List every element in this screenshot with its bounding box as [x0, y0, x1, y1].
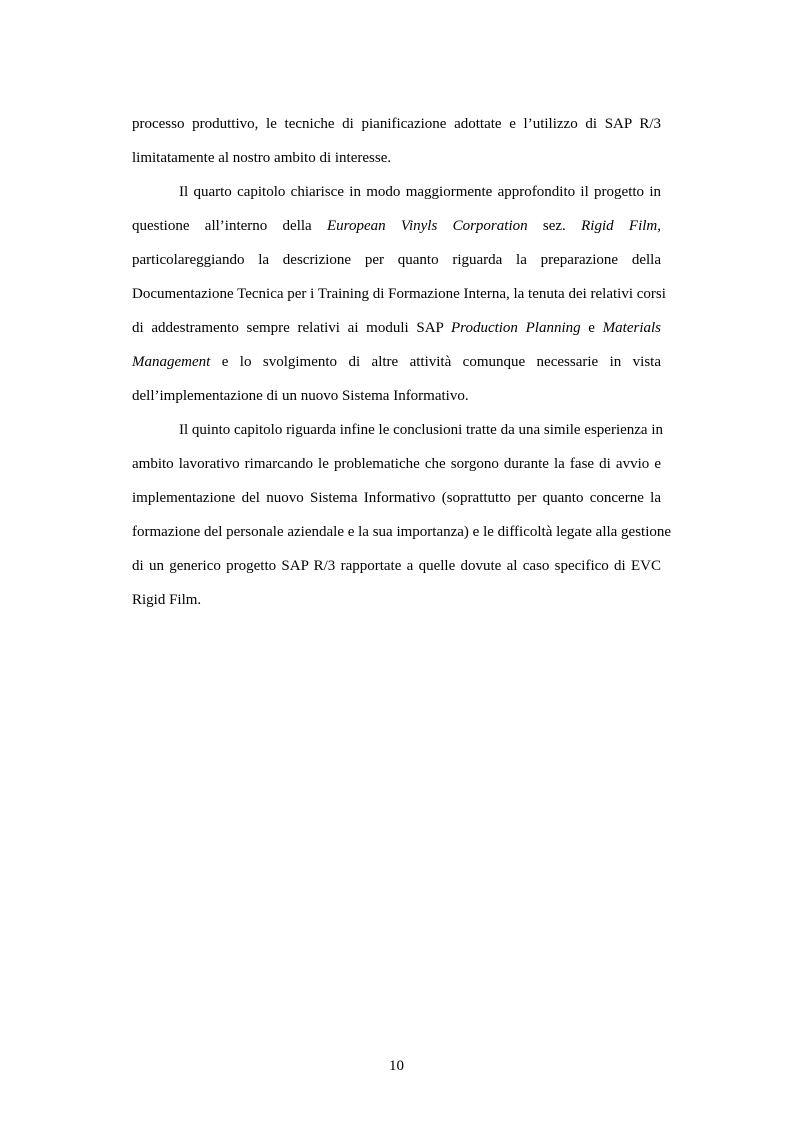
text-line: [132, 450, 661, 484]
text-segment: Documentazione Tecnica per i Training di Formazione Interna, la tenuta dei relativi corsi: [132, 286, 666, 302]
paragraph: [132, 416, 672, 620]
text-segment: ,: [657, 218, 662, 234]
italic-term: European Vinyls Corporation: [327, 218, 528, 234]
text-line: [132, 314, 661, 348]
text-segment: sez.: [527, 218, 582, 234]
text-line: [132, 416, 664, 450]
text-segment: dell’implementazione di un nuovo Sistema Informativo.: [132, 388, 469, 404]
text-line: [132, 212, 661, 246]
italic-term: Materials: [602, 320, 661, 336]
text-line: [132, 348, 661, 382]
body-text: [132, 110, 672, 620]
text-line: [132, 178, 661, 212]
text-segment: processo produttivo, le tecniche di pianificazione adottate e l’utilizzo di SAP R/3: [132, 116, 661, 132]
text-segment: e: [580, 320, 603, 336]
paragraph: [132, 110, 661, 178]
text-segment: Il quarto capitolo chiarisce in modo maggiormente approfondito il progetto in: [179, 184, 661, 200]
text-segment: particolareggiando la descrizione per quanto riguarda la preparazione della: [132, 252, 661, 268]
text-segment: di addestramento sempre relativi ai moduli SAP: [132, 320, 451, 336]
text-line: [132, 586, 661, 620]
text-segment: e lo svolgimento di altre attività comunque necessarie in vista: [210, 354, 661, 370]
italic-term: Production Planning: [451, 320, 581, 336]
page-number: 10: [389, 1058, 404, 1074]
italic-term: Rigid Film: [581, 218, 658, 234]
text-line: [132, 382, 661, 416]
text-segment: implementazione del nuovo Sistema Informativo (soprattutto per quanto concerne la: [132, 490, 661, 506]
italic-term: Management: [132, 354, 211, 370]
text-line: [132, 280, 666, 314]
text-segment: questione all’interno della: [132, 218, 328, 234]
text-line: [132, 484, 661, 518]
text-segment: di un generico progetto SAP R/3 rapportate a quelle dovute al caso specifico di EVC: [132, 558, 661, 574]
text-segment: ambito lavorativo rimarcando le problematiche che sorgono durante la fase di avvio e: [132, 456, 661, 472]
text-segment: limitatamente al nostro ambito di interesse.: [132, 150, 392, 166]
text-segment: Rigid Film.: [132, 592, 202, 608]
text-segment: formazione del personale aziendale e la sua importanza) e le difficoltà legate alla gestione: [132, 524, 672, 540]
text-line: [132, 552, 661, 586]
text-line: [132, 518, 672, 552]
text-line: [132, 144, 661, 178]
text-segment: Il quinto capitolo riguarda infine le conclusioni tratte da una simile esperienza in: [179, 422, 664, 438]
paragraph: [132, 178, 666, 416]
text-line: [132, 246, 661, 280]
text-line: [132, 110, 661, 144]
